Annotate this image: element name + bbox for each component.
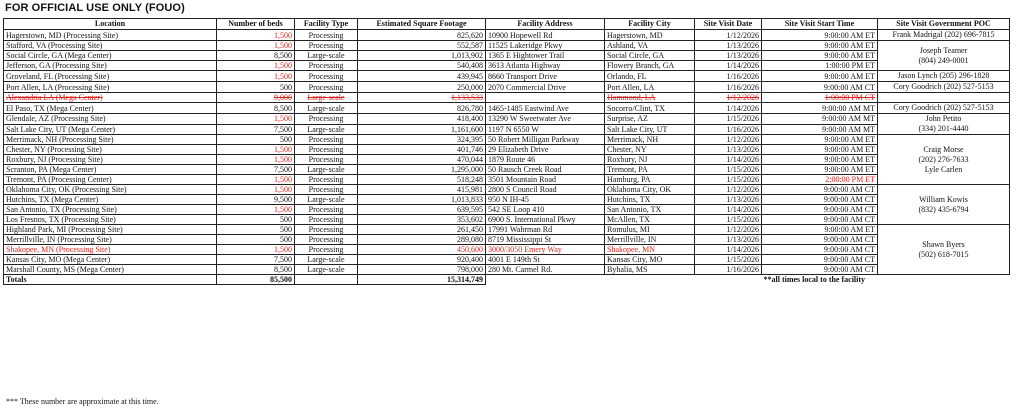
address-cell: 1365 E Hightower Trail: [486, 51, 605, 61]
location-cell: Marshall County, MS (Mega Center): [4, 265, 217, 275]
beds-cell: 8,500: [217, 265, 295, 275]
poc-cell: [878, 30, 1010, 41]
city-cell: Social Circle, GA: [605, 51, 695, 61]
city-cell: Merrimack, NH: [605, 135, 695, 145]
start-time-cell: 9:00:00 AM ET: [762, 30, 878, 41]
start-time-cell: 9:00:00 AM ET: [762, 41, 878, 51]
location-cell: Groveland, FL (Processing Site): [4, 71, 217, 82]
start-time-cell: 9:00:00 AM CT: [762, 82, 878, 93]
sqft-cell: 261,450: [358, 225, 486, 235]
facility-type-cell: Processing: [295, 82, 358, 93]
facility-type-cell: Large-scale: [295, 124, 358, 135]
beds-cell: 1,500: [217, 185, 295, 195]
visit-date-cell: 1/14/2026: [695, 103, 762, 114]
location-cell: Salt Lake City, UT (Mega Center): [4, 124, 217, 135]
address-cell: 13290 W Sweetwater Ave: [486, 114, 605, 125]
location-cell: Merrillville, IN (Processing Site): [4, 235, 217, 245]
address-cell: 1197 N 6550 W: [486, 124, 605, 135]
start-time-cell: 9:00:00 AM CT: [762, 235, 878, 245]
footnote: *** These number are approximate at this time.: [6, 397, 159, 406]
poc-line: (502) 618-7015: [918, 249, 969, 259]
table-row: [4, 245, 1010, 255]
location-cell: Social Circle, GA (Mega Center): [4, 51, 217, 61]
beds-cell: 1,500: [217, 155, 295, 165]
facility-type-cell: Large-scale: [295, 265, 358, 275]
start-time-cell: 9:00:00 AM CT: [762, 185, 878, 195]
visit-date-cell: 1/15/2026: [695, 175, 762, 185]
facility-type-cell: Processing: [295, 61, 358, 71]
sqft-cell: 1,013,833: [358, 195, 486, 205]
sqft-cell: 418,400: [358, 114, 486, 125]
location-cell: Scranton, PA (Mega Center): [4, 165, 217, 175]
facility-type-cell: Large-scale: [295, 103, 358, 114]
facility-type-cell: Processing: [295, 215, 358, 225]
city-cell: Kansas City, MO: [605, 255, 695, 265]
sqft-cell: 470,044: [358, 155, 486, 165]
facility-type-cell: Processing: [295, 185, 358, 195]
blank: [295, 275, 358, 285]
table-row: [4, 175, 1010, 185]
visit-date-cell: 1/16/2026: [695, 82, 762, 93]
table-row: [4, 165, 1010, 175]
location-cell: Chester, NY (Processing Site): [4, 145, 217, 155]
poc-line: (202) 276-7633: [918, 154, 969, 164]
beds-cell: 8,500: [217, 103, 295, 114]
facility-type-cell: Processing: [295, 145, 358, 155]
poc-line: Joseph Teamer: [919, 45, 968, 55]
times-note: **all times local to the facility: [763, 275, 866, 285]
sqft-cell: 250,000: [358, 82, 486, 93]
table-row: [4, 41, 1010, 51]
table-row: [4, 103, 1010, 114]
poc-line: John Petito: [925, 114, 962, 123]
location-cell: Port Allen, LA (Processing Site): [4, 82, 217, 93]
location-cell: Roxbury, NJ (Processing Site): [4, 155, 217, 165]
city-cell: Ashland, VA: [605, 41, 695, 51]
address-cell: 3613 Atlanta Highway: [486, 61, 605, 71]
table-row: [4, 265, 1010, 275]
start-time-cell: 9:00:00 AM ET: [762, 145, 878, 155]
location-cell: Hagerstown, MD (Processing Site): [4, 30, 217, 41]
start-time-cell: 9:00:00 AM ET: [762, 51, 878, 61]
beds-cell: 1,500: [217, 245, 295, 255]
table-row: [4, 135, 1010, 145]
visit-date-cell: 1/14/2026: [695, 155, 762, 165]
city-cell: Hamburg, PA: [605, 175, 695, 185]
address-cell: 280 Mt. Carmel Rd.: [486, 265, 605, 275]
sqft-cell: 825,620: [358, 30, 486, 41]
sqft-cell: 324,395: [358, 135, 486, 145]
poc-line: Frank Madrigal (202) 696-7815: [892, 30, 995, 39]
poc-line: (804) 249-0001: [918, 55, 969, 65]
sqft-cell: 540,408: [358, 61, 486, 71]
address-cell: 1465-1485 Eastwind Ave: [486, 103, 605, 114]
sqft-cell: 401,746: [358, 145, 486, 155]
beds-cell: 8,500: [217, 51, 295, 61]
poc-line: Lyle Carlen: [924, 164, 963, 174]
city-cell: McAllen, TX: [605, 215, 695, 225]
visit-date-cell: 1/13/2026: [695, 145, 762, 155]
table-row: [4, 255, 1010, 265]
city-cell: Romulus, MI: [605, 225, 695, 235]
visit-date-cell: 1/12/2026: [695, 135, 762, 145]
facility-type-cell: Processing: [295, 205, 358, 215]
sqft-cell: 415,981: [358, 185, 486, 195]
facility-type-cell: Processing: [295, 135, 358, 145]
total-beds: 85,500: [217, 275, 295, 285]
column-header: Site Visit Start Time: [762, 19, 878, 30]
location-cell: San Antonio, TX (Processing Site): [4, 205, 217, 215]
poc-line: Cory Goodrich (202) 527-5153: [893, 103, 994, 112]
beds-cell: 7,500: [217, 124, 295, 135]
address-cell: 10900 Hopewell Rd: [486, 30, 605, 41]
city-cell: Hammond, LA: [605, 93, 695, 103]
table-row: [4, 215, 1010, 225]
beds-cell: 1,500: [217, 41, 295, 51]
start-time-cell: 9:00:00 AM MT: [762, 114, 878, 125]
table-row: [4, 93, 1010, 103]
start-time-cell: 9:00:00 AM CT: [762, 215, 878, 225]
start-time-cell: 9:00:00 AM ET: [762, 155, 878, 165]
table-row: [4, 61, 1010, 71]
city-cell: Tremont, PA: [605, 165, 695, 175]
visit-date-cell: 1/12/2026: [695, 93, 762, 103]
column-header: Location: [4, 19, 217, 30]
address-cell: 29 Elizabeth Drive: [486, 145, 605, 155]
start-time-cell: 9:00:00 AM ET: [762, 71, 878, 82]
visit-date-cell: 1/15/2026: [695, 114, 762, 125]
address-cell: 8660 Transport Drive: [486, 71, 605, 82]
location-cell: Shakopee, MN (Processing Site): [4, 245, 217, 255]
column-header: Estimated Square Footage: [358, 19, 486, 30]
sqft-cell: 1,295,000: [358, 165, 486, 175]
address-cell: 11525 Lakeridge Pkwy: [486, 41, 605, 51]
facility-type-cell: Large-scale: [295, 93, 358, 103]
beds-cell: 500: [217, 235, 295, 245]
beds-cell: 1,500: [217, 205, 295, 215]
address-cell: 4001 E 149th St: [486, 255, 605, 265]
poc-line: (832) 435-6794: [918, 204, 969, 214]
beds-cell: 1,500: [217, 71, 295, 82]
visit-date-cell: 1/16/2026: [695, 265, 762, 275]
poc-line: (334) 201-4440: [918, 124, 969, 133]
address-cell: 2070 Commercial Drive: [486, 82, 605, 93]
address-cell: 17991 Wahrman Rd: [486, 225, 605, 235]
poc-line: William Kowis: [919, 194, 968, 204]
poc-cell: [878, 82, 1010, 93]
address-cell: [486, 93, 605, 103]
start-time-cell: 1:00:00 PM ET: [762, 61, 878, 71]
table-row: [4, 185, 1010, 195]
visit-date-cell: 1/14/2026: [695, 205, 762, 215]
beds-cell: 1,500: [217, 30, 295, 41]
sqft-cell: 1,133,533: [358, 93, 486, 103]
start-time-cell: 9:00:00 AM CT: [762, 265, 878, 275]
start-time-cell: 9:00:00 AM CT: [762, 255, 878, 265]
sqft-cell: 920,400: [358, 255, 486, 265]
totals-row: [4, 275, 1010, 285]
facility-type-cell: Large-scale: [295, 51, 358, 61]
visit-date-cell: 1/14/2026: [695, 61, 762, 71]
table-row: [4, 155, 1010, 165]
column-header: Site Visit Government POC: [878, 19, 1010, 30]
location-cell: Los Fresnos, TX (Processing Site): [4, 215, 217, 225]
totals-label: Totals: [4, 275, 217, 285]
visit-date-cell: 1/16/2026: [695, 71, 762, 82]
table-row: [4, 114, 1010, 125]
beds-cell: 1,500: [217, 114, 295, 125]
start-time-cell: 9:00:00 AM MT: [762, 124, 878, 135]
visit-date-cell: 1/12/2026: [695, 185, 762, 195]
poc-cell: [878, 41, 1010, 71]
column-header: Facility Type: [295, 19, 358, 30]
facility-type-cell: Processing: [295, 175, 358, 185]
location-cell: Merrimack, NH (Processing Site): [4, 135, 217, 145]
visit-date-cell: 1/12/2026: [695, 30, 762, 41]
facility-type-cell: Processing: [295, 71, 358, 82]
site-visit-table: [3, 18, 1010, 285]
facility-type-cell: Processing: [295, 41, 358, 51]
beds-cell: 7,500: [217, 165, 295, 175]
city-cell: Flowery Branch, GA: [605, 61, 695, 71]
table-row: [4, 225, 1010, 235]
poc-line: Shawn Byers: [922, 239, 965, 249]
start-time-cell: 1:00:00 PM CT: [762, 93, 878, 103]
city-cell: Port Allen, LA: [605, 82, 695, 93]
facility-type-cell: Processing: [295, 114, 358, 125]
visit-date-cell: 1/13/2026: [695, 195, 762, 205]
facility-type-cell: Processing: [295, 30, 358, 41]
facility-type-cell: Processing: [295, 155, 358, 165]
city-cell: Hutchins, TX: [605, 195, 695, 205]
sqft-cell: 552,587: [358, 41, 486, 51]
start-time-cell: 2:00:00 PM ET: [762, 175, 878, 185]
visit-date-cell: 1/14/2026: [695, 245, 762, 255]
sqft-cell: 798,000: [358, 265, 486, 275]
sqft-cell: 439,945: [358, 71, 486, 82]
poc-cell: [878, 103, 1010, 114]
facility-type-cell: Processing: [295, 245, 358, 255]
facility-type-cell: Processing: [295, 225, 358, 235]
location-cell: Oklahoma City, OK (Processing Site): [4, 185, 217, 195]
beds-cell: 500: [217, 82, 295, 93]
address-cell: 542 SE Loop 410: [486, 205, 605, 215]
city-cell: Byhalia, MS: [605, 265, 695, 275]
beds-cell: 9,000: [217, 93, 295, 103]
total-sqft: 15,314,749: [358, 275, 486, 285]
city-cell: Merrillville, IN: [605, 235, 695, 245]
poc-cell: [878, 71, 1010, 82]
address-cell: 2800 S Council Road: [486, 185, 605, 195]
beds-cell: 500: [217, 215, 295, 225]
city-cell: Roxbury, NJ: [605, 155, 695, 165]
address-cell: 6900 S. International Pkwy: [486, 215, 605, 225]
city-cell: Oklahoma City, OK: [605, 185, 695, 195]
sqft-cell: 1,013,902: [358, 51, 486, 61]
poc-cell: [878, 225, 1010, 275]
city-cell: San Antonio, TX: [605, 205, 695, 215]
poc-cell: [878, 135, 1010, 185]
table-row: [4, 145, 1010, 155]
sqft-cell: 639,595: [358, 205, 486, 215]
location-cell: Kansas City, MO (Mega Center): [4, 255, 217, 265]
city-cell: Socorro/Clint, TX: [605, 103, 695, 114]
sqft-cell: 353,602: [358, 215, 486, 225]
visit-date-cell: 1/13/2026: [695, 51, 762, 61]
table-row: [4, 205, 1010, 215]
address-cell: 3000/3050 Emery Way: [486, 245, 605, 255]
blank: [486, 275, 762, 285]
beds-cell: 1,500: [217, 175, 295, 185]
start-time-cell: 9:00:00 AM ET: [762, 135, 878, 145]
location-cell: Stafford, VA (Processing Site): [4, 41, 217, 51]
beds-cell: 1,500: [217, 145, 295, 155]
start-time-cell: 9:00:00 AM CT: [762, 245, 878, 255]
start-time-cell: 9:00:00 AM ET: [762, 165, 878, 175]
location-cell: Glendale, AZ (Processing Site): [4, 114, 217, 125]
facility-type-cell: Large-scale: [295, 255, 358, 265]
address-cell: 3501 Mountain Road: [486, 175, 605, 185]
address-cell: 50 Robert Milligan Parkway: [486, 135, 605, 145]
city-cell: Orlando, FL: [605, 71, 695, 82]
visit-date-cell: 1/15/2026: [695, 215, 762, 225]
page-header: FOR OFFICIAL USE ONLY (FOUO): [5, 2, 185, 14]
sqft-cell: 826,780: [358, 103, 486, 114]
sqft-cell: 1,161,600: [358, 124, 486, 135]
table-row: [4, 30, 1010, 41]
facility-type-cell: Large-scale: [295, 165, 358, 175]
location-cell: Tremont, PA (Processing Center): [4, 175, 217, 185]
column-header: Facility Address: [486, 19, 605, 30]
poc-line: Craig Morse: [923, 144, 964, 154]
beds-cell: 1,500: [217, 61, 295, 71]
visit-date-cell: 1/13/2026: [695, 235, 762, 245]
location-cell: Highland Park, MI (Processing Site): [4, 225, 217, 235]
table-row: [4, 195, 1010, 205]
visit-date-cell: 1/15/2026: [695, 165, 762, 175]
city-cell: Shakopee, MN: [605, 245, 695, 255]
column-header: Site Visit Date: [695, 19, 762, 30]
start-time-cell: 9:00:00 AM ET: [762, 225, 878, 235]
table-body: [4, 30, 1010, 285]
visit-date-cell: 1/12/2026: [695, 225, 762, 235]
visit-date-cell: 1/16/2026: [695, 124, 762, 135]
column-header: Facility City: [605, 19, 695, 30]
beds-cell: 9,500: [217, 195, 295, 205]
sqft-cell: 289,080: [358, 235, 486, 245]
sqft-cell: 450,600: [358, 245, 486, 255]
table-header-row: [4, 19, 1010, 30]
beds-cell: 500: [217, 135, 295, 145]
city-cell: Salt Lake City, UT: [605, 124, 695, 135]
location-cell: Hutchins, TX (Mega Center): [4, 195, 217, 205]
beds-cell: 500: [217, 225, 295, 235]
address-cell: 1879 Route 46: [486, 155, 605, 165]
table-row: [4, 124, 1010, 135]
location-cell: El Paso, TX (Mega Center): [4, 103, 217, 114]
table-row: [4, 235, 1010, 245]
beds-cell: 7,500: [217, 255, 295, 265]
start-time-cell: 9:00:00 AM MT: [762, 103, 878, 114]
city-cell: Surprise, AZ: [605, 114, 695, 125]
visit-date-cell: 1/13/2026: [695, 41, 762, 51]
poc-cell: [878, 114, 1010, 135]
location-cell: Alexandria LA (Mega Center): [4, 93, 217, 103]
address-cell: 50 Rausch Creek Road: [486, 165, 605, 175]
table-row: [4, 71, 1010, 82]
visit-date-cell: 1/15/2026: [695, 255, 762, 265]
facility-type-cell: Processing: [295, 235, 358, 245]
start-time-cell: 9:00:00 AM CT: [762, 205, 878, 215]
address-cell: 950 N IH-45: [486, 195, 605, 205]
table-row: [4, 51, 1010, 61]
poc-cell: [878, 93, 1010, 103]
table-row: [4, 82, 1010, 93]
column-header: Number of beds: [217, 19, 295, 30]
city-cell: Chester, NY: [605, 145, 695, 155]
poc-line: Jason Lynch (205) 296-1828: [897, 71, 990, 80]
address-cell: 8719 Mississippi St: [486, 235, 605, 245]
poc-cell: [878, 185, 1010, 225]
location-cell: Jefferson, GA (Processing Site): [4, 61, 217, 71]
city-cell: Hagerstown, MD: [605, 30, 695, 41]
sqft-cell: 518,248: [358, 175, 486, 185]
poc-line: Cory Goodrich (202) 527-5153: [893, 82, 994, 91]
facility-type-cell: Large-scale: [295, 195, 358, 205]
start-time-cell: 9:00:00 AM CT: [762, 195, 878, 205]
